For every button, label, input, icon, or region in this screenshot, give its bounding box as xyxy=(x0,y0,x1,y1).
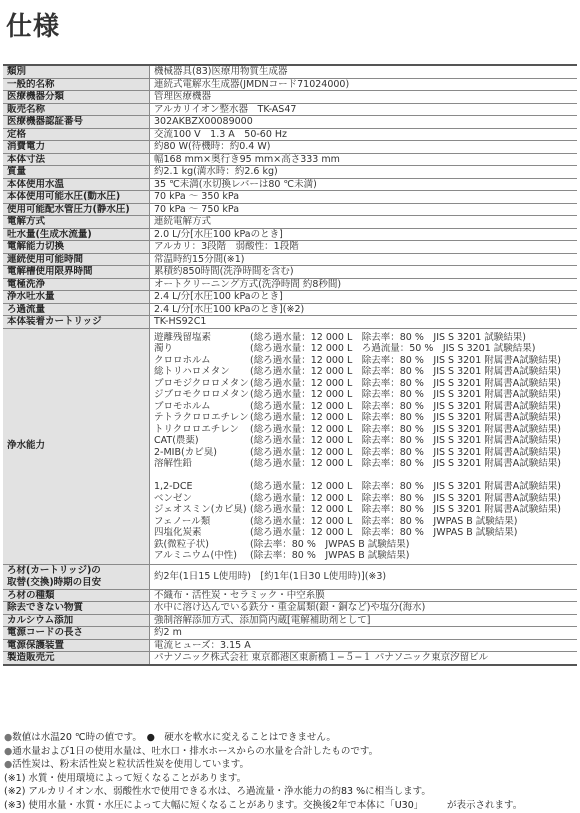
spec-table xyxy=(3,64,577,666)
spec-row xyxy=(3,91,577,104)
spec-value: 35 ℃未満(水切換レバーは80 ℃未満) xyxy=(150,178,578,191)
spec-label: 医療機器認証番号 xyxy=(3,116,150,129)
filtration-substance: クロロホルム xyxy=(154,354,211,366)
filtration-result: (総ろ過水量：12 000 L 除去率：80 % JIS S 3201 附属書A試験結果) xyxy=(250,446,562,458)
spec-value: TK-HS92C1 xyxy=(150,316,578,329)
spec-value: 管理医療機器 xyxy=(150,91,578,104)
spec-label: 医療機器分類 xyxy=(3,91,150,104)
spec-row xyxy=(3,241,577,254)
filtration-substance: 総トリハロメタン xyxy=(154,366,230,377)
spec-label: 本体使用可能水圧(動水圧) xyxy=(3,191,150,204)
filtration-result: (総ろ過水量：12 000 L 除去率：80 % JIS S 3201 附属書A試験結果) xyxy=(250,435,562,446)
filtration-substance: CAT(農薬) xyxy=(154,435,199,446)
spec-row xyxy=(3,103,577,116)
spec-row xyxy=(3,589,577,602)
spec-value: 約80 W(待機時：約0.4 W) xyxy=(150,141,578,154)
spec-row xyxy=(3,303,577,316)
spec-value: 不織布・活性炭・セラミック・中空糸膜 xyxy=(150,589,578,602)
filtration-substance: ブロモホルム xyxy=(154,400,211,412)
spec-row xyxy=(3,153,577,166)
spec-row-cartridge-life xyxy=(3,564,577,589)
spec-value: 常温時約15分間(※1) xyxy=(150,253,578,266)
filtration-substance: 溶解性鉛 xyxy=(154,458,193,469)
spec-row xyxy=(3,253,577,266)
filtration-substance: 遊離残留塩素 xyxy=(154,331,212,343)
spec-row xyxy=(3,141,577,154)
filtration-substance: アルミニウム(中性) xyxy=(154,550,237,561)
spec-value: 連続電解方式 xyxy=(150,216,578,229)
spec-label: 本体使用水温 xyxy=(3,178,150,191)
spec-value: 機械器具(83)医療用物質生成器 xyxy=(150,65,578,78)
spec-value: 累積約850時間(洗浄時間を含む) xyxy=(150,266,578,279)
filtration-result: (総ろ過水量：12 000 L 除去率：80 % JIS S 3201 試験結果) xyxy=(250,331,527,343)
spec-label: 電解方式 xyxy=(3,216,150,229)
filtration-substance: 濁り xyxy=(154,343,174,354)
filtration-result: (総ろ過水量：12 000 L 除去率：80 % JIS S 3201 附属書A試験結果) xyxy=(250,377,562,389)
spec-value: 交流100 V 1.3 A 50-60 Hz xyxy=(150,128,578,141)
filtration-substance: ブロモジクロロメタン xyxy=(154,377,249,389)
filtration-substance: 1,2-DCE xyxy=(154,481,193,492)
spec-row xyxy=(3,178,577,191)
filtration-substance xyxy=(154,470,250,482)
note-line xyxy=(4,772,576,786)
spec-value: 302AKBZX00089000 xyxy=(150,116,578,129)
spec-label: 電解槽使用限界時間 xyxy=(3,266,150,279)
spec-label: 一般的名称 xyxy=(3,78,150,91)
spec-value: 強制溶解添加方式、添加筒内蔵[電解補助剤として] xyxy=(150,614,578,627)
filtration-result: (総ろ過水量：12 000 L 除去率：80 % JIS S 3201 附属書A試験結果) xyxy=(250,400,562,412)
spec-value: 約2年(1日15 L使用時) [約1年(1日30 L使用時)](※3) xyxy=(150,564,578,589)
spec-label: 電極洗浄 xyxy=(3,278,150,291)
spec-label: 質量 xyxy=(3,166,150,179)
page-title: 仕様 xyxy=(6,12,61,42)
filtration-result: (総ろ過水量：12 000 L 除去率：80 % JIS S 3201 附属書A試験結果) xyxy=(250,504,562,515)
spec-row xyxy=(3,652,577,665)
spec-row xyxy=(3,602,577,615)
spec-row xyxy=(3,166,577,179)
filtration-substance: ベンゼン xyxy=(154,492,193,504)
filtration-substance: ジブロモクロロメタン xyxy=(154,389,250,400)
spec-row xyxy=(3,116,577,129)
note-text: 通水量および1日の使用水量は、吐水口・排水ホースからの水量を合計したものです。 xyxy=(12,745,379,757)
filtration-substance: トリクロロエチレン xyxy=(154,423,239,435)
spec-label: 製造販売元 xyxy=(3,652,150,665)
spec-value: 70 kPa ～ 350 kPa xyxy=(150,191,578,204)
spec-row xyxy=(3,78,577,91)
spec-row xyxy=(3,291,577,304)
spec-label: 本体装着カートリッジ xyxy=(3,316,150,329)
filtration-result: (総ろ過水量：12 000 L 除去率：80 % JIS S 3201 附属書A試験結果) xyxy=(250,354,562,366)
spec-row xyxy=(3,128,577,141)
filtration-result: (総ろ過水量：12 000 L 除去率：80 % JWPAS B 試験結果) xyxy=(250,527,518,538)
filtration-substance: フェノール類 xyxy=(154,515,211,527)
spec-label: 販売名称 xyxy=(3,103,150,116)
spec-value: 約2 m xyxy=(150,627,578,640)
bullet-icon: ● xyxy=(4,759,13,771)
filtration-substance: ジェオスミン(カビ臭) xyxy=(154,504,247,515)
spec-value: オートクリーニング方式(洗浄時間 約8秒間) xyxy=(150,278,578,291)
spec-row xyxy=(3,266,577,279)
filtration-substance: 四塩化炭素 xyxy=(154,527,202,538)
spec-value: 幅168 mm×奥行き95 mm×高さ333 mm xyxy=(150,153,578,166)
notes-section xyxy=(4,731,576,813)
filtration-result: (総ろ過水量：12 000 L 除去率：80 % JIS S 3201 附属書A試験結果) xyxy=(250,412,562,423)
spec-row xyxy=(3,203,577,216)
bullet-icon: ● xyxy=(4,732,13,743)
spec-label xyxy=(3,564,150,589)
note-text: (※3) 使用水量・水質・水圧によって大幅に短くなることがあります。交換後2年で本体に「U30」 が表示されます。 xyxy=(4,799,523,811)
spec-label: 類別 xyxy=(3,65,150,78)
spec-value: 水中に溶け込んでいる鉄分・重金属類(銀・銅など)や塩分(海水) xyxy=(150,602,578,615)
spec-label-line2: 取替(交換)時期の目安 xyxy=(7,576,102,588)
filtration-result: (総ろ過水量：12 000 L ろ過流量：50 % JIS S 3201 試験結果) xyxy=(250,343,536,354)
filtration-result: (総ろ過水量：12 000 L 除去率：80 % JIS S 3201 附属書A試験結果) xyxy=(250,492,562,504)
spec-label: 使用可能配水管圧力(静水圧) xyxy=(3,203,150,216)
note-text: 数値は水温20 ℃時の値です。 ● 硬水を軟水に変えることはできません。 xyxy=(12,732,336,743)
spec-label: 浄水吐水量 xyxy=(3,291,150,304)
spec-label: 本体寸法 xyxy=(3,153,150,166)
filtration-result: (総ろ過水量：12 000 L 除去率：80 % JIS S 3201 附属書A試験結果) xyxy=(250,366,562,377)
spec-label: 電解能力切換 xyxy=(3,241,150,254)
spec-value: 連続式電解水生成器(JMDNコード71024000) xyxy=(150,78,578,91)
spec-row xyxy=(3,614,577,627)
spec-value: 70 kPa ～ 750 kPa xyxy=(150,203,578,216)
filtration-substance: 鉄(微粒子状) xyxy=(154,538,209,550)
spec-label: 電源保護装置 xyxy=(3,639,150,652)
note-line xyxy=(4,745,576,759)
note-text: (※1) 水質・使用環境によって短くなることがあります。 xyxy=(4,772,247,784)
filtration-result: (除去率：80 % JWPAS B 試験結果) xyxy=(250,550,410,561)
filtration-result: (総ろ過水量：12 000 L 除去率：80 % JIS S 3201 附属書A試験結果) xyxy=(250,423,562,435)
spec-row xyxy=(3,65,577,78)
spec-value: パナソニック株式会社 東京都港区東新橋１−５−１ パナソニック東京汐留ビル xyxy=(150,652,578,665)
spec-label: カルシウム添加 xyxy=(3,614,150,627)
note-line xyxy=(4,731,576,745)
filtration-result: (総ろ過水量：12 000 L 除去率：80 % JIS S 3201 附属書A試験結果) xyxy=(250,458,562,469)
filtration-list xyxy=(150,328,578,564)
spec-row xyxy=(3,278,577,291)
filtration-result: (総ろ過水量：12 000 L 除去率：80 % JIS S 3201 附属書A試験結果) xyxy=(250,389,562,400)
spec-value: アルカリイオン整水器 TK-AS47 xyxy=(150,103,578,116)
spec-value: 2.4 L/分[水圧100 kPaのとき](※2) xyxy=(150,303,578,316)
spec-value: アルカリ：3段階 弱酸性：1段階 xyxy=(150,241,578,254)
spec-label: 浄水能力 xyxy=(3,328,150,564)
spec-value: 2.4 L/分[水圧100 kPaのとき] xyxy=(150,291,578,304)
spec-label: 連続使用可能時間 xyxy=(3,253,150,266)
note-text: (※2) アルカリイオン水、弱酸性水で使用できる水は、ろ過流量・浄水能力の約83 %に相当します。 xyxy=(4,786,431,798)
spec-label: 定格 xyxy=(3,128,150,141)
bullet-icon: ● xyxy=(4,745,13,757)
spec-row xyxy=(3,316,577,329)
spec-value: 約2.1 kg(満水時：約2.6 kg) xyxy=(150,166,578,179)
spec-row xyxy=(3,216,577,229)
spec-label: 電源コードの長さ xyxy=(3,627,150,640)
spec-label: ろ過流量 xyxy=(3,303,150,316)
spec-value: 電流ヒューズ：3.15 A xyxy=(150,639,578,652)
spec-value: 2.0 L/分[水圧100 kPaのとき] xyxy=(150,228,578,241)
filtration-result: (除去率：80 % JWPAS B 試験結果) xyxy=(250,538,410,550)
note-text: 活性炭は、粉末活性炭と粒状活性炭を使用しています。 xyxy=(12,759,250,771)
filtration-result: (総ろ過水量：12 000 L 除去率：80 % JIS S 3201 附属書A試験結果) xyxy=(250,481,562,492)
spec-row xyxy=(3,627,577,640)
note-line xyxy=(4,799,576,813)
filtration-substance: テトラクロロエチレン xyxy=(154,412,249,423)
spec-row-filtration xyxy=(3,328,577,564)
spec-row xyxy=(3,191,577,204)
spec-label: 消費電力 xyxy=(3,141,150,154)
spec-label-line1: ろ材(カートリッジ)の xyxy=(7,565,101,576)
filtration-result xyxy=(250,470,573,482)
note-line xyxy=(4,758,576,772)
spec-row xyxy=(3,639,577,652)
filtration-substance: 2-MIB(カビ臭) xyxy=(154,446,217,458)
spec-label: 除去できない物質 xyxy=(3,602,150,615)
spec-row xyxy=(3,228,577,241)
spec-label: ろ材の種類 xyxy=(3,589,150,602)
spec-label: 吐水量(生成水流量) xyxy=(3,228,150,241)
note-line xyxy=(4,785,576,799)
filtration-result: (総ろ過水量：12 000 L 除去率：80 % JWPAS B 試験結果) xyxy=(250,515,518,527)
